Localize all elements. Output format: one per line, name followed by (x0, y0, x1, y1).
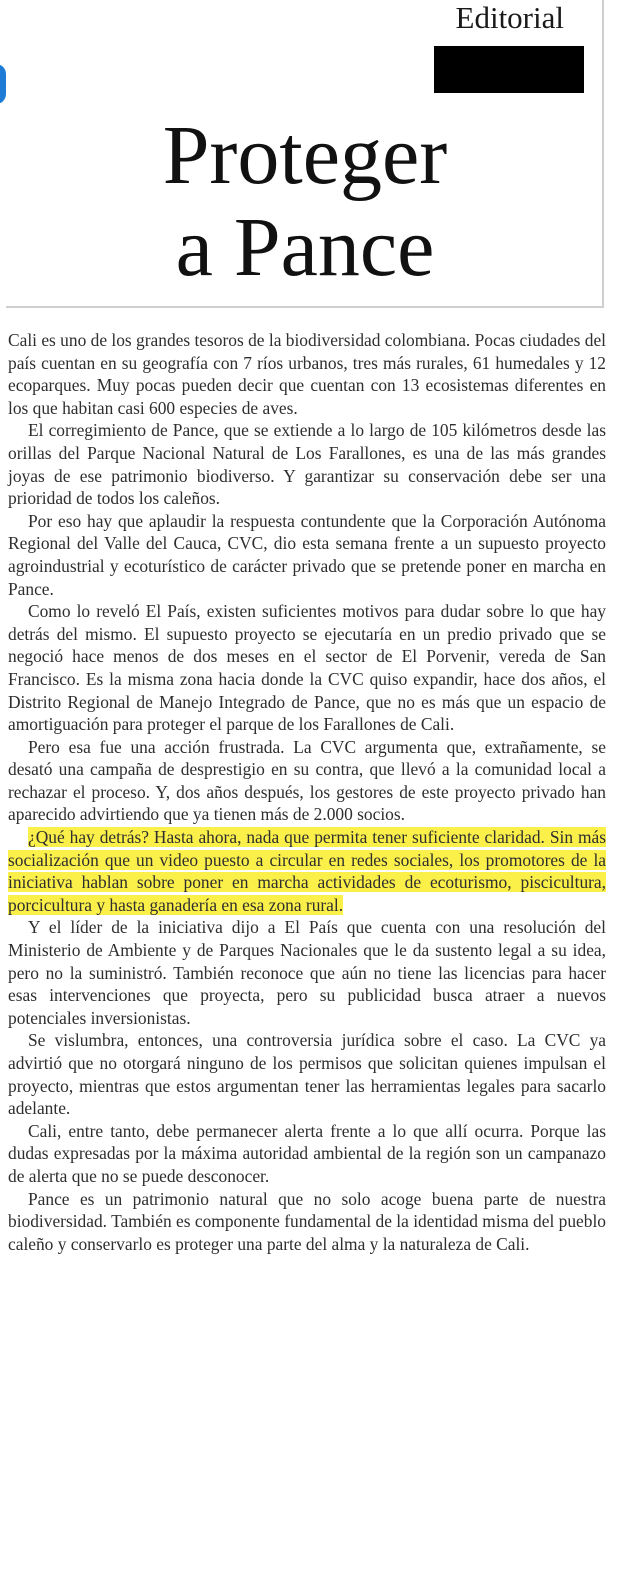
redacted-block (434, 46, 584, 93)
paragraph-5: Pero esa fue una acción frustrada. La CVC argumenta que, extrañamente, se desató una campaña de desprestigio en su contra, que llevó a la comunidad local a rechazar el proceso. Y, dos años después, los gestores de este proyecto privado han aparecido advirtiendo que ya tienen más de 2.000 socios. (8, 736, 606, 825)
headline-line-1: Proteger (162, 109, 448, 202)
paragraph-8: Se vislumbra, entonces, una controversia jurídica sobre el caso. La CVC ya advirtió que no otorgará ninguno de los permisos que solicitan quienes impulsan el proyecto, mientras que estos argumentan tener las herramientas legales para sacarlo adelante. (8, 1030, 606, 1119)
header-box (6, 0, 604, 308)
paragraph-9: Cali, entre tanto, debe permanecer alerta frente a lo que allí ocurra. Porque las dudas expresadas por la máxima autoridad ambiental de la región son un campanazo de alerta que no se puede desconocer. (8, 1120, 606, 1186)
page-title (6, 110, 604, 294)
headline-line-2: a Pance (175, 201, 435, 294)
article-body (8, 329, 606, 1255)
edge-marker (0, 64, 6, 104)
paragraph-3: Por eso hay que aplaudir la respuesta contundente que la Corporación Autónoma Regional del Valle del Cauca, CVC, dio esta semana frente a un supuesto proyecto agroindustrial y ecoturístico de carácter privado que se pretende poner en marcha en Pance. (8, 510, 606, 599)
paragraph-10: Pance es un patrimonio natural que no solo acoge buena parte de nuestra biodiversidad. También es componente fundamental de la identidad misma del pueblo caleño y conservarlo es proteger una parte del alma y la naturaleza de Cali. (8, 1188, 606, 1254)
paragraph-6-highlighted (8, 826, 606, 916)
highlight: ¿Qué hay detrás? Hasta ahora, nada que permita tener suficiente claridad. Sin más socialización que un video puesto a circular en redes sociales, los promotores de la iniciativa hablan sobre poner en marcha actividades de ecoturismo, piscicultura, porcicultura y hasta ganadería en esa zona rural. (8, 827, 606, 915)
section-label: Editorial (455, 0, 564, 35)
paragraph-7: Y el líder de la iniciativa dijo a El País que cuenta con una resolución del Ministerio de Ambiente y de Parques Nacionales que le da sustento legal a su idea, pero no la suministró. También reconoce que aún no tiene las licencias para hacer esas intervenciones que proyecta, pero su publicidad busca atraer a nuevos potenciales inversionistas. (8, 917, 606, 1028)
paragraph-1: Cali es uno de los grandes tesoros de la biodiversidad colombiana. Pocas ciudades del país cuentan en su geografía con 7 ríos urbanos, tres más rurales, 61 humedales y 12 ecoparques. Muy pocas pueden decir que cuentan con 13 ecosistemas diferentes en los que habitan casi 600 especies de aves. (8, 330, 606, 418)
paragraph-4: Como lo reveló El País, existen suficientes motivos para dudar sobre lo que hay detrás del mismo. El supuesto proyecto se ejecutaría en un predio privado que se negoció hace menos de dos meses en el sector de El Porvenir, vereda de San Francisco. Es la misma zona hacia donde la CVC quiso expandir, hace dos años, el Distrito Regional de Manejo Integrado de Pance, que no es más que un espacio de amortiguación para proteger el parque de los Farallones de Cali. (8, 601, 606, 735)
paragraph-2: El corregimiento de Pance, que se extiende a lo largo de 105 kilómetros desde las orillas del Parque Nacional Natural de Los Farallones, es una de las más grandes joyas de ese patrimonio biodiverso. Y garantizar su conservación debe ser una prioridad de todos los caleños. (8, 420, 606, 509)
